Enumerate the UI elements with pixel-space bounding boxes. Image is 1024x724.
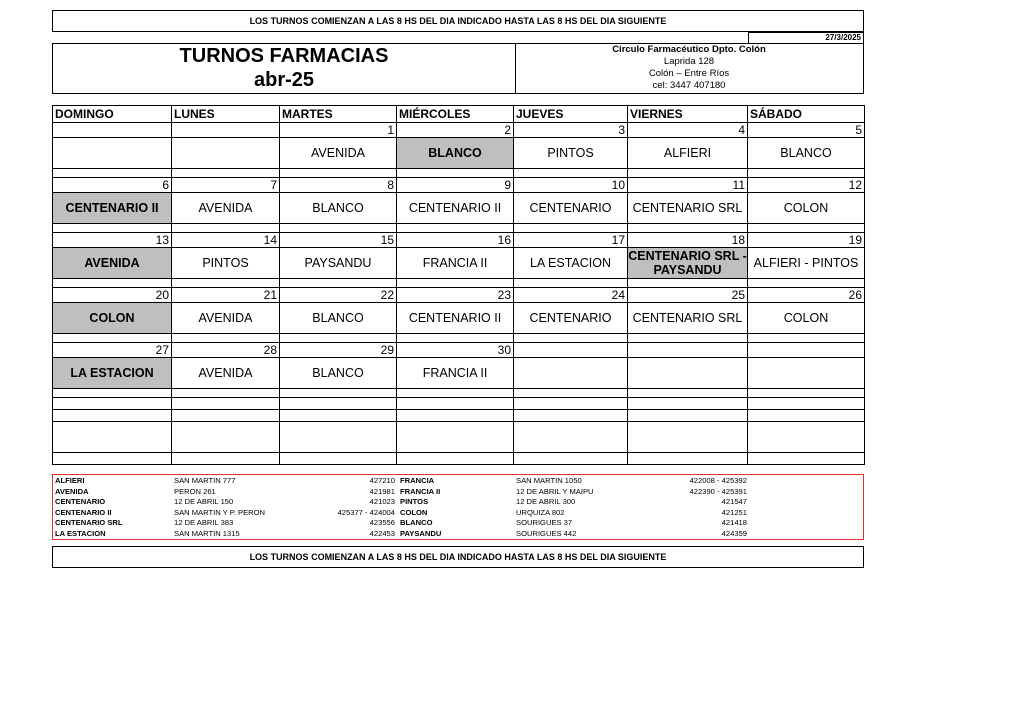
duty-pharmacy-cell: BLANCO (397, 138, 514, 169)
empty-cell (280, 410, 397, 422)
empty-cell (628, 422, 748, 453)
empty-cell (628, 410, 748, 422)
empty-cell (53, 398, 172, 410)
pharmacy-name: LA ESTACION (55, 529, 106, 538)
spacer-cell (514, 169, 628, 178)
pharmacy-name: FRANCIA II (400, 486, 441, 496)
day-number: 2 (397, 123, 514, 138)
duty-pharmacy-cell (172, 138, 280, 169)
spacer-cell (280, 169, 397, 178)
spacer-cell (748, 279, 865, 288)
pharmacy-address: PERON 261 (174, 486, 216, 496)
duty-pharmacy-cell: COLON (53, 303, 172, 334)
directory-entry (53, 487, 863, 498)
header-title-block (53, 44, 516, 93)
duty-pharmacy-cell: CENTENARIO SRL (628, 303, 748, 334)
day-number (53, 123, 172, 138)
pharmacy-phone: 422453 (369, 529, 395, 538)
empty-cell (397, 453, 514, 465)
day-number: 22 (280, 288, 397, 303)
pharmacy-phone: 422008 - 425392 (689, 476, 747, 485)
duty-pharmacy-cell: LA ESTACION (514, 248, 628, 279)
pharmacy-phone: 421418 (721, 518, 747, 528)
day-number: 5 (748, 123, 865, 138)
duty-pharmacy-cell: CENTENARIO II (53, 193, 172, 224)
calendar-body (53, 123, 865, 465)
org-name: Circulo Farmacéutico Dpto. Colón (612, 44, 766, 55)
day-number-row (53, 233, 865, 248)
day-number: 24 (514, 288, 628, 303)
duty-pharmacy-cell: ALFIERI (628, 138, 748, 169)
spacer-cell (628, 334, 748, 343)
day-number: 1 (280, 123, 397, 138)
empty-cell (172, 410, 280, 422)
spacer-cell (53, 389, 172, 398)
empty-cell (514, 398, 628, 410)
duty-pharmacy-cell (748, 358, 865, 389)
duty-pharmacy-cell: PINTOS (172, 248, 280, 279)
day-number: 28 (172, 343, 280, 358)
org-city: Colón – Entre Ríos (648, 68, 730, 79)
pharmacy-address: SAN MARTIN 777 (174, 476, 236, 485)
empty-cell (397, 410, 514, 422)
spacer-cell (628, 169, 748, 178)
empty-cell (397, 422, 514, 453)
day-number: 19 (748, 233, 865, 248)
weekday-header: MARTES (280, 106, 397, 123)
day-number: 7 (172, 178, 280, 193)
spacer-cell (397, 224, 514, 233)
empty-row (53, 422, 865, 453)
duty-pharmacy-cell: CENTENARIO SRL - PAYSANDU (628, 249, 747, 277)
spacer-cell (748, 389, 865, 398)
pharmacy-address: SAN MARTIN 1315 (174, 529, 240, 538)
spacer-cell (53, 224, 172, 233)
duty-pharmacy-cell: CENTENARIO II (397, 193, 514, 224)
empty-cell (53, 422, 172, 453)
pharmacy-address: 12 DE ABRIL 383 (174, 518, 234, 528)
day-number: 6 (53, 178, 172, 193)
duty-pharmacy-cell: BLANCO (748, 138, 865, 169)
duty-pharmacy-cell: CENTENARIO II (397, 303, 514, 334)
day-number: 9 (397, 178, 514, 193)
empty-cell (748, 422, 865, 453)
day-number: 8 (280, 178, 397, 193)
duty-pharmacy-cell: ALFIERI - PINTOS (748, 248, 865, 279)
empty-cell (514, 453, 628, 465)
directory-entry (53, 529, 863, 540)
calendar-table (52, 105, 865, 465)
directory-entry (53, 497, 863, 508)
spacer-cell (172, 224, 280, 233)
day-number (748, 343, 865, 358)
day-number: 25 (628, 288, 748, 303)
duty-pharmacy-cell (628, 358, 748, 389)
shift-row (53, 303, 865, 334)
duty-pharmacy-cell: BLANCO (280, 358, 397, 389)
pharmacy-name: CENTENARIO (55, 497, 106, 507)
duty-pharmacy-cell: AVENIDA (172, 358, 280, 389)
empty-cell (748, 398, 865, 410)
pharmacy-name: FRANCIA (400, 476, 435, 485)
pharmacy-phone: 421981 (369, 486, 395, 496)
directory-entry (53, 508, 863, 519)
empty-row (53, 398, 865, 410)
weekday-header: MIÉRCOLES (397, 106, 514, 123)
pharmacy-phone: 423556 (369, 518, 395, 528)
spacer-cell (397, 389, 514, 398)
empty-cell (280, 398, 397, 410)
pharmacy-phone: 425377 - 424004 (337, 507, 395, 517)
spacer-cell (514, 224, 628, 233)
shift-row (53, 358, 865, 389)
spacer-cell (628, 389, 748, 398)
spacer-cell (172, 334, 280, 343)
spacer-cell (397, 279, 514, 288)
day-number: 15 (280, 233, 397, 248)
day-number: 11 (628, 178, 748, 193)
spacer-cell (280, 334, 397, 343)
day-number (514, 343, 628, 358)
day-number: 3 (514, 123, 628, 138)
pharmacy-name: ALFIERI (55, 476, 85, 485)
empty-cell (514, 422, 628, 453)
pharmacy-name: CENTENARIO II (55, 507, 112, 517)
duty-pharmacy-cell: CENTENARIO SRL (628, 193, 748, 224)
day-number-row (53, 178, 865, 193)
duty-pharmacy-cell: CENTENARIO (514, 193, 628, 224)
day-number: 30 (397, 343, 514, 358)
spacer-cell (514, 334, 628, 343)
day-number: 27 (53, 343, 172, 358)
weekday-header: DOMINGO (53, 106, 172, 123)
weekday-header: SÁBADO (748, 106, 865, 123)
spacer-cell (514, 389, 628, 398)
pharmacy-name: CENTENARIO SRL (55, 518, 123, 528)
weekday-header-row (53, 106, 865, 123)
duty-pharmacy-cell: BLANCO (280, 303, 397, 334)
pharmacy-phone: 422390 - 425391 (689, 486, 747, 496)
pharmacy-phone: 427210 (369, 476, 395, 485)
pharmacy-address: 12 DE ABRIL 150 (174, 497, 234, 507)
spacer-cell (748, 334, 865, 343)
pharmacy-name: PINTOS (400, 497, 429, 507)
weekday-header: VIERNES (628, 106, 748, 123)
spacer-cell (397, 334, 514, 343)
empty-cell (748, 410, 865, 422)
day-number: 29 (280, 343, 397, 358)
spacer-cell (628, 224, 748, 233)
spacer-row (53, 169, 865, 178)
empty-cell (397, 398, 514, 410)
duty-pharmacy-cell: PAYSANDU (280, 248, 397, 279)
day-number: 14 (172, 233, 280, 248)
empty-cell (172, 422, 280, 453)
duty-pharmacy-cell: LA ESTACION (53, 358, 172, 389)
duty-pharmacy-cell: AVENIDA (280, 138, 397, 169)
empty-cell (628, 453, 748, 465)
directory-entry (53, 518, 863, 529)
duty-pharmacy-cell: AVENIDA (172, 193, 280, 224)
spacer-cell (280, 389, 397, 398)
day-number-row (53, 288, 865, 303)
day-number-row (53, 123, 865, 138)
day-number: 10 (514, 178, 628, 193)
empty-cell (53, 453, 172, 465)
duty-pharmacy-cell: PINTOS (514, 138, 628, 169)
spacer-cell (172, 279, 280, 288)
day-number: 21 (172, 288, 280, 303)
empty-cell (53, 410, 172, 422)
empty-cell (514, 410, 628, 422)
empty-cell (172, 453, 280, 465)
day-number (628, 343, 748, 358)
shift-row (53, 248, 865, 279)
pharmacy-address: URQUIZA 802 (516, 507, 565, 517)
day-number: 17 (514, 233, 628, 248)
weekday-header: JUEVES (514, 106, 628, 123)
spacer-cell (172, 169, 280, 178)
page-subtitle: abr-25 (253, 69, 315, 91)
shift-row (53, 193, 865, 224)
date-stamp: 27/3/2025 (748, 32, 864, 43)
spacer-cell (397, 169, 514, 178)
pharmacy-address: 12 DE ABRIL Y MAIPU (516, 486, 594, 496)
pharmacy-address: SAN MARTIN Y P. PERON (174, 507, 266, 517)
empty-cell (628, 398, 748, 410)
spacer-cell (172, 389, 280, 398)
org-info (515, 44, 863, 93)
empty-row (53, 453, 865, 465)
spacer-cell (53, 279, 172, 288)
pharmacy-phone: 421251 (721, 507, 747, 517)
header (52, 43, 864, 94)
pharmacy-address: 12 DE ABRIL 300 (516, 497, 576, 507)
empty-row (53, 410, 865, 422)
day-number: 16 (397, 233, 514, 248)
pharmacy-phone: 421023 (369, 497, 395, 507)
pharmacy-name: BLANCO (400, 518, 433, 528)
day-number: 4 (628, 123, 748, 138)
duty-pharmacy-cell: CENTENARIO (514, 303, 628, 334)
spacer-row (53, 389, 865, 398)
banner-top: LOS TURNOS COMIENZAN A LAS 8 HS DEL DIA INDICADO HASTA LAS 8 HS DEL DIA SIGUIENTE (52, 10, 864, 32)
duty-pharmacy-cell (514, 358, 628, 389)
pharmacy-directory (52, 474, 864, 540)
duty-pharmacy-cell: COLON (748, 303, 865, 334)
spacer-cell (748, 224, 865, 233)
spacer-cell (628, 279, 748, 288)
org-phone: cel: 3447 407180 (652, 80, 726, 91)
spacer-row (53, 334, 865, 343)
pharmacy-address: SOURIGUES 442 (516, 529, 577, 538)
spacer-cell (53, 334, 172, 343)
spacer-row (53, 279, 865, 288)
pharmacy-phone: 424359 (721, 529, 747, 538)
page-title: TURNOS FARMACIAS (179, 45, 389, 67)
day-number-row (53, 343, 865, 358)
pharmacy-address: SAN MARTIN 1050 (516, 476, 582, 485)
spacer-cell (280, 279, 397, 288)
duty-pharmacy-cell: AVENIDA (172, 303, 280, 334)
pharmacy-name: PAYSANDU (400, 529, 442, 538)
day-number: 26 (748, 288, 865, 303)
empty-cell (748, 453, 865, 465)
duty-pharmacy-cell: COLON (748, 193, 865, 224)
day-number: 12 (748, 178, 865, 193)
spacer-cell (280, 224, 397, 233)
pharmacy-name: AVENIDA (55, 486, 89, 496)
directory-entry (53, 476, 863, 487)
day-number: 23 (397, 288, 514, 303)
spacer-cell (514, 279, 628, 288)
pharmacy-phone: 421547 (721, 497, 747, 507)
duty-pharmacy-cell: FRANCIA II (397, 358, 514, 389)
empty-cell (172, 398, 280, 410)
duty-pharmacy-cell: FRANCIA II (397, 248, 514, 279)
spacer-row (53, 224, 865, 233)
duty-pharmacy-cell (53, 138, 172, 169)
pharmacy-name: COLON (400, 507, 428, 517)
duty-pharmacy-cell: BLANCO (280, 193, 397, 224)
day-number: 20 (53, 288, 172, 303)
org-address: Laprida 128 (663, 56, 715, 67)
shift-row (53, 138, 865, 169)
duty-pharmacy-cell: AVENIDA (53, 248, 172, 279)
spacer-cell (53, 169, 172, 178)
empty-cell (280, 453, 397, 465)
day-number (172, 123, 280, 138)
day-number: 13 (53, 233, 172, 248)
empty-cell (280, 422, 397, 453)
pharmacy-address: SOURIGUES 37 (516, 518, 573, 528)
weekday-header: LUNES (172, 106, 280, 123)
day-number: 18 (628, 233, 748, 248)
banner-bottom: LOS TURNOS COMIENZAN A LAS 8 HS DEL DIA INDICADO HASTA LAS 8 HS DEL DIA SIGUIENTE (52, 546, 864, 568)
spacer-cell (748, 169, 865, 178)
